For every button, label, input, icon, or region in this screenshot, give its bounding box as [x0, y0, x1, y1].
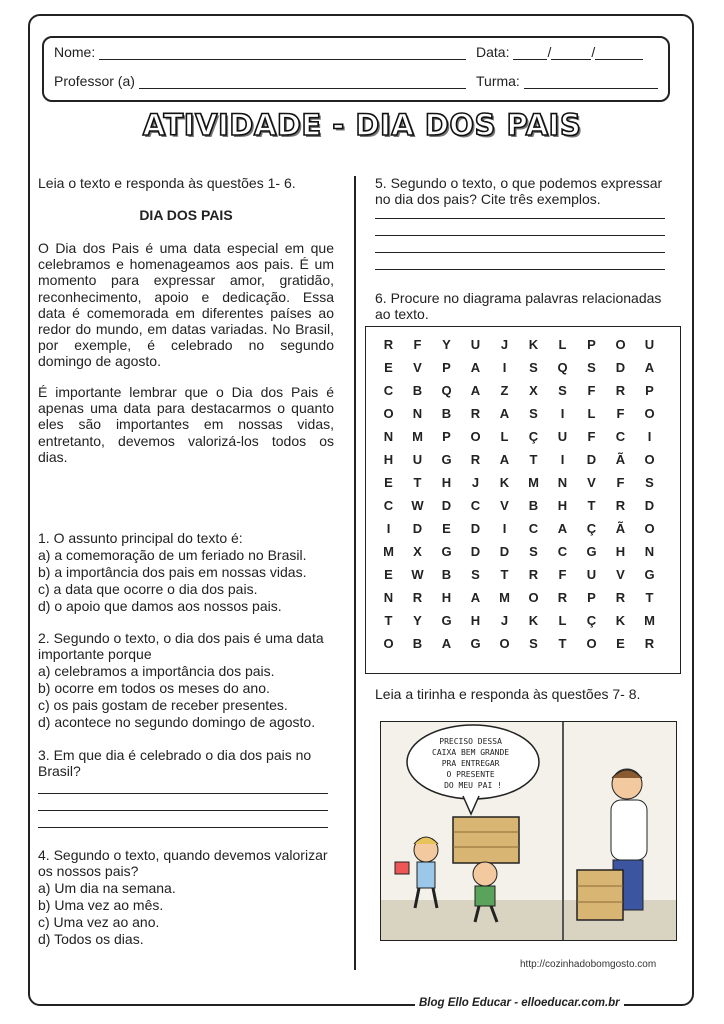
word-search-cell[interactable]: P: [442, 360, 451, 375]
word-search-cell[interactable]: D: [586, 452, 597, 467]
word-search-cell[interactable]: A: [470, 360, 481, 375]
word-search-cell[interactable]: G: [470, 636, 481, 651]
bubble-text: DO MEU PAI !: [444, 781, 502, 790]
word-search-cell[interactable]: E: [384, 475, 393, 490]
word-search-cell[interactable]: U: [644, 337, 655, 352]
word-search-cell[interactable]: R: [557, 590, 568, 605]
column-divider: [354, 176, 356, 970]
paragraph-line: reconhecimento, apoio e dedicação. Essa: [38, 288, 334, 305]
paragraph-line: momento para expressar amor, gratidão,: [38, 272, 334, 289]
word-search-cell[interactable]: J: [500, 613, 509, 628]
word-search-cell[interactable]: Q: [557, 360, 568, 375]
word-search: [365, 326, 681, 674]
word-search-cell[interactable]: J: [500, 337, 509, 352]
word-search-cell[interactable]: X: [413, 544, 422, 559]
footer-credit: Blog Ello Educar - elloeducar.com.br: [415, 997, 624, 1009]
word-search-cell[interactable]: R: [470, 452, 481, 467]
word-search-cell[interactable]: S: [645, 475, 654, 490]
date-sep: /: [547, 44, 552, 60]
question-5-cont: no dia dos pais? Cite três exemplos.: [375, 191, 601, 207]
text-title: DIA DOS PAIS: [139, 207, 233, 223]
word-search-cell[interactable]: O: [528, 590, 539, 605]
paragraph-2: [38, 384, 334, 465]
question-4-cont: os nossos pais?: [38, 863, 139, 879]
word-search-cell[interactable]: B: [441, 406, 452, 421]
word-search-cell[interactable]: O: [470, 429, 481, 444]
word-search-cell[interactable]: Ç: [586, 521, 597, 536]
paragraph-line: domingo de agosto.: [38, 353, 161, 370]
word-search-cell[interactable]: V: [616, 567, 625, 582]
word-search-cell[interactable]: R: [383, 337, 394, 352]
word-search-cell[interactable]: C: [383, 498, 394, 513]
teacher-line: [139, 75, 466, 89]
word-search-cell[interactable]: F: [558, 567, 567, 582]
question-2-cont: importante porque: [38, 646, 152, 662]
word-search-cell[interactable]: H: [470, 613, 481, 628]
word-search-cell[interactable]: E: [616, 636, 625, 651]
word-search-cell[interactable]: R: [528, 567, 539, 582]
word-search-cell[interactable]: O: [383, 636, 394, 651]
word-search-cell[interactable]: Ã: [615, 521, 626, 536]
paragraph-line: O Dia dos Pais é uma data especial em que: [38, 240, 334, 256]
word-search-cell[interactable]: Ã: [615, 452, 626, 467]
word-search-cell[interactable]: S: [471, 567, 480, 582]
word-search-cell[interactable]: V: [500, 498, 509, 513]
word-search-cell[interactable]: T: [384, 613, 393, 628]
word-search-cell[interactable]: P: [587, 590, 596, 605]
answer-line[interactable]: [38, 827, 328, 828]
word-search-cell[interactable]: R: [412, 590, 423, 605]
word-search-cell[interactable]: G: [441, 452, 452, 467]
word-search-cell[interactable]: O: [644, 406, 655, 421]
date-year-line: [595, 46, 643, 60]
name-field[interactable]: [54, 44, 466, 60]
word-search-cell[interactable]: C: [557, 544, 568, 559]
word-search-cell[interactable]: F: [587, 383, 596, 398]
answer-line[interactable]: [375, 235, 665, 236]
word-search-cell[interactable]: R: [615, 498, 626, 513]
option-1d[interactable]: d) o apoio que damos aos nossos pais.: [38, 598, 282, 614]
word-search-cell[interactable]: K: [528, 337, 539, 352]
word-search-cell[interactable]: Q: [441, 383, 452, 398]
word-search-cell[interactable]: C: [528, 521, 539, 536]
option-4b[interactable]: b) Uma vez ao mês.: [38, 897, 164, 913]
word-search-cell[interactable]: Y: [413, 613, 422, 628]
word-search-cell[interactable]: E: [384, 567, 393, 582]
word-search-cell[interactable]: I: [502, 521, 507, 536]
word-search-cell[interactable]: C: [383, 383, 394, 398]
word-search-cell[interactable]: W: [411, 498, 424, 513]
word-search-cell[interactable]: K: [528, 613, 539, 628]
word-search-cell[interactable]: A: [470, 590, 481, 605]
comic-source-url[interactable]: http://cozinhadobomgosto.com: [520, 959, 657, 970]
paragraph-1: [38, 240, 334, 370]
answer-line[interactable]: [375, 269, 665, 270]
word-search-cell[interactable]: B: [412, 383, 423, 398]
word-search-cell[interactable]: Ç: [528, 429, 539, 444]
answer-line[interactable]: [375, 252, 665, 253]
name-line: [99, 46, 466, 60]
class-line: [524, 75, 658, 89]
bubble-text: CAIXA BEM GRANDE: [432, 748, 510, 757]
word-search-cell[interactable]: N: [412, 406, 423, 421]
answer-line[interactable]: [375, 218, 665, 219]
option-2a[interactable]: a) celebramos a importância dos pais.: [38, 663, 275, 679]
word-search-cell[interactable]: F: [616, 475, 625, 490]
paragraph-line: data é comemorada em diferentes países ao: [38, 304, 334, 321]
word-search-cell[interactable]: A: [441, 636, 452, 651]
option-1c[interactable]: c) a data que ocorre o dia dos pais.: [38, 581, 258, 597]
option-2d[interactable]: d) acontece no segundo domingo de agosto.: [38, 714, 316, 730]
word-search-cell[interactable]: H: [441, 475, 452, 490]
word-search-cell[interactable]: X: [529, 383, 538, 398]
comic-illustration: [381, 722, 677, 941]
date-sep: /: [591, 44, 596, 60]
word-search-cell[interactable]: T: [500, 567, 509, 582]
comic-instruction: Leia a tirinha e responda às questões 7- 8.: [375, 686, 641, 702]
word-search-cell[interactable]: L: [558, 613, 567, 628]
word-search-cell[interactable]: O: [383, 406, 394, 421]
word-search-cell[interactable]: J: [471, 475, 480, 490]
date-month-line: [551, 46, 591, 60]
word-search-cell[interactable]: D: [499, 544, 510, 559]
question-5: 5. Segundo o texto, o que podemos expressar: [375, 175, 663, 191]
question-3: 3. Em que dia é celebrado o dia dos pais no: [38, 747, 312, 763]
word-search-cell[interactable]: K: [499, 475, 510, 490]
word-search-cell[interactable]: H: [383, 452, 394, 467]
paragraph-line: eles são importantes em nossas vidas,: [38, 416, 334, 433]
word-search-cell[interactable]: T: [529, 452, 538, 467]
word-search-cell[interactable]: R: [615, 590, 626, 605]
word-search-cell[interactable]: T: [413, 475, 422, 490]
paragraph-line: É importante lembrar que o Dia dos Pais é: [38, 384, 334, 400]
word-search-cell[interactable]: C: [615, 429, 626, 444]
word-search-cell[interactable]: M: [528, 475, 539, 490]
word-search-cell[interactable]: S: [529, 360, 538, 375]
question-6: 6. Procure no diagrama palavras relacionadas: [375, 290, 662, 306]
name-label: Nome:: [54, 44, 96, 60]
word-search-cell[interactable]: U: [557, 429, 568, 444]
word-search-cell[interactable]: N: [557, 475, 568, 490]
word-search-cell[interactable]: P: [645, 383, 654, 398]
word-search-cell[interactable]: O: [644, 452, 655, 467]
word-search-cell[interactable]: F: [616, 406, 625, 421]
word-search-cell[interactable]: A: [499, 406, 510, 421]
word-search-cell[interactable]: D: [470, 544, 481, 559]
word-search-cell[interactable]: A: [644, 360, 655, 375]
date-day-line: [513, 46, 547, 60]
word-search-cell[interactable]: N: [383, 429, 394, 444]
word-search-cell[interactable]: R: [615, 383, 626, 398]
word-search-cell[interactable]: M: [499, 590, 510, 605]
word-search-cell[interactable]: S: [529, 406, 538, 421]
word-search-cell[interactable]: F: [587, 429, 596, 444]
word-search-cell[interactable]: B: [528, 498, 539, 513]
word-search-cell[interactable]: N: [383, 590, 394, 605]
word-search-cell[interactable]: S: [529, 544, 538, 559]
option-2b[interactable]: b) ocorre em todos os meses do ano.: [38, 680, 270, 696]
word-search-cell[interactable]: K: [615, 613, 626, 628]
word-search-cell[interactable]: D: [644, 498, 655, 513]
word-search-cell[interactable]: L: [558, 337, 567, 352]
paragraph-line: apenas uma data para destacarmos o quanto: [38, 400, 334, 417]
instruction-text: Leia o texto e responda às questões 1- 6.: [38, 175, 296, 191]
word-search-cell[interactable]: D: [470, 521, 481, 536]
bubble-text: PRA ENTREGAR: [441, 759, 500, 768]
word-search-cell[interactable]: I: [502, 360, 507, 375]
word-search-cell[interactable]: O: [644, 521, 655, 536]
question-1: 1. O assunto principal do texto é:: [38, 530, 243, 546]
word-search-cell[interactable]: Y: [442, 337, 451, 352]
word-search-cell[interactable]: G: [441, 613, 452, 628]
word-search-cell[interactable]: W: [411, 567, 424, 582]
word-search-cell[interactable]: A: [470, 383, 481, 398]
word-search-grid: [374, 333, 664, 655]
answer-line[interactable]: [38, 793, 328, 794]
word-search-cell[interactable]: H: [441, 590, 452, 605]
word-search-cell[interactable]: B: [441, 567, 452, 582]
option-4a[interactable]: a) Um dia na semana.: [38, 880, 176, 896]
word-search-cell[interactable]: U: [586, 567, 597, 582]
word-search-cell[interactable]: S: [587, 360, 596, 375]
word-search-cell[interactable]: S: [558, 383, 567, 398]
option-2c[interactable]: c) os pais gostam de receber presentes.: [38, 697, 288, 713]
bubble-text: PRECISO DESSA: [439, 737, 502, 746]
word-search-cell[interactable]: S: [529, 636, 538, 651]
word-search-cell[interactable]: R: [470, 406, 481, 421]
word-search-cell[interactable]: C: [470, 498, 481, 513]
question-2: 2. Segundo o texto, o dia dos pais é uma data: [38, 630, 324, 646]
word-search-cell[interactable]: I: [386, 521, 391, 536]
word-search-cell[interactable]: V: [413, 360, 422, 375]
paragraph-line: por exemple, é celebrado no segundo: [38, 337, 334, 354]
word-search-cell[interactable]: L: [500, 429, 509, 444]
word-search-cell[interactable]: R: [644, 636, 655, 651]
question-6-cont: ao texto.: [375, 306, 429, 322]
word-search-cell[interactable]: M: [412, 429, 423, 444]
word-search-cell[interactable]: H: [557, 498, 568, 513]
paragraph-line: celebramos e homenageamos aos pais. É um: [38, 256, 334, 273]
word-search-cell[interactable]: O: [615, 337, 626, 352]
date-field[interactable]: [476, 44, 658, 60]
word-search-cell[interactable]: Z: [500, 383, 509, 398]
word-search-cell[interactable]: M: [644, 613, 655, 628]
word-search-cell[interactable]: T: [558, 636, 567, 651]
date-label: Data:: [476, 44, 510, 60]
word-search-cell[interactable]: V: [587, 475, 596, 490]
word-search-cell[interactable]: D: [615, 360, 626, 375]
word-search-cell[interactable]: I: [560, 406, 565, 421]
class-label: Turma:: [476, 73, 520, 89]
paragraph-line: redor do mundo, em datas variadas. No Brasil,: [38, 321, 334, 338]
word-search-cell[interactable]: E: [442, 521, 451, 536]
bubble-text: O PRESENTE: [446, 770, 495, 779]
word-search-cell[interactable]: O: [499, 636, 510, 651]
word-search-cell[interactable]: B: [412, 636, 423, 651]
question-3-cont: Brasil?: [38, 763, 81, 779]
word-search-cell[interactable]: I: [647, 429, 652, 444]
word-search-cell[interactable]: A: [499, 452, 510, 467]
word-search-cell[interactable]: N: [644, 544, 655, 559]
word-search-cell[interactable]: D: [412, 521, 423, 536]
word-search-cell[interactable]: H: [615, 544, 626, 559]
word-search-cell[interactable]: A: [557, 521, 568, 536]
word-search-cell[interactable]: G: [586, 544, 597, 559]
comic-strip: [380, 721, 677, 941]
option-1b[interactable]: b) a importância dos pais em nossas vidas.: [38, 564, 307, 580]
question-4: 4. Segundo o texto, quando devemos valorizar: [38, 847, 328, 863]
option-1a[interactable]: a) a comemoração de um feriado no Brasil.: [38, 547, 307, 563]
word-search-cell[interactable]: F: [413, 337, 422, 352]
word-search-cell[interactable]: M: [383, 544, 394, 559]
svg-text:PRECISO DESSA CAIXA BEM: [432, 737, 514, 790]
word-search-cell[interactable]: U: [412, 452, 423, 467]
word-search-cell[interactable]: Ç: [586, 613, 597, 628]
class-field[interactable]: [476, 73, 658, 89]
option-4c[interactable]: c) Uma vez ao ano.: [38, 914, 160, 930]
word-search-cell[interactable]: G: [441, 544, 452, 559]
word-search-cell[interactable]: P: [587, 337, 596, 352]
word-search-cell[interactable]: L: [587, 406, 596, 421]
paragraph-line: dias.: [38, 448, 68, 465]
word-search-cell[interactable]: T: [645, 590, 654, 605]
word-search-cell[interactable]: T: [587, 498, 596, 513]
word-search-cell[interactable]: P: [442, 429, 451, 444]
word-search-cell[interactable]: U: [470, 337, 481, 352]
word-search-cell[interactable]: I: [560, 452, 565, 467]
paragraph-line: entretanto, devemos valorizá-los todos os: [38, 432, 334, 449]
word-search-cell[interactable]: O: [586, 636, 597, 651]
word-search-cell[interactable]: G: [644, 567, 655, 582]
teacher-label: Professor (a): [54, 73, 135, 89]
option-4d[interactable]: d) Todos os dias.: [38, 931, 144, 947]
answer-line[interactable]: [38, 810, 328, 811]
word-search-cell[interactable]: D: [441, 498, 452, 513]
word-search-cell[interactable]: E: [384, 360, 393, 375]
teacher-field[interactable]: [54, 73, 466, 89]
page-title: ATIVIDADE - DIA DOS PAIS: [142, 108, 582, 142]
